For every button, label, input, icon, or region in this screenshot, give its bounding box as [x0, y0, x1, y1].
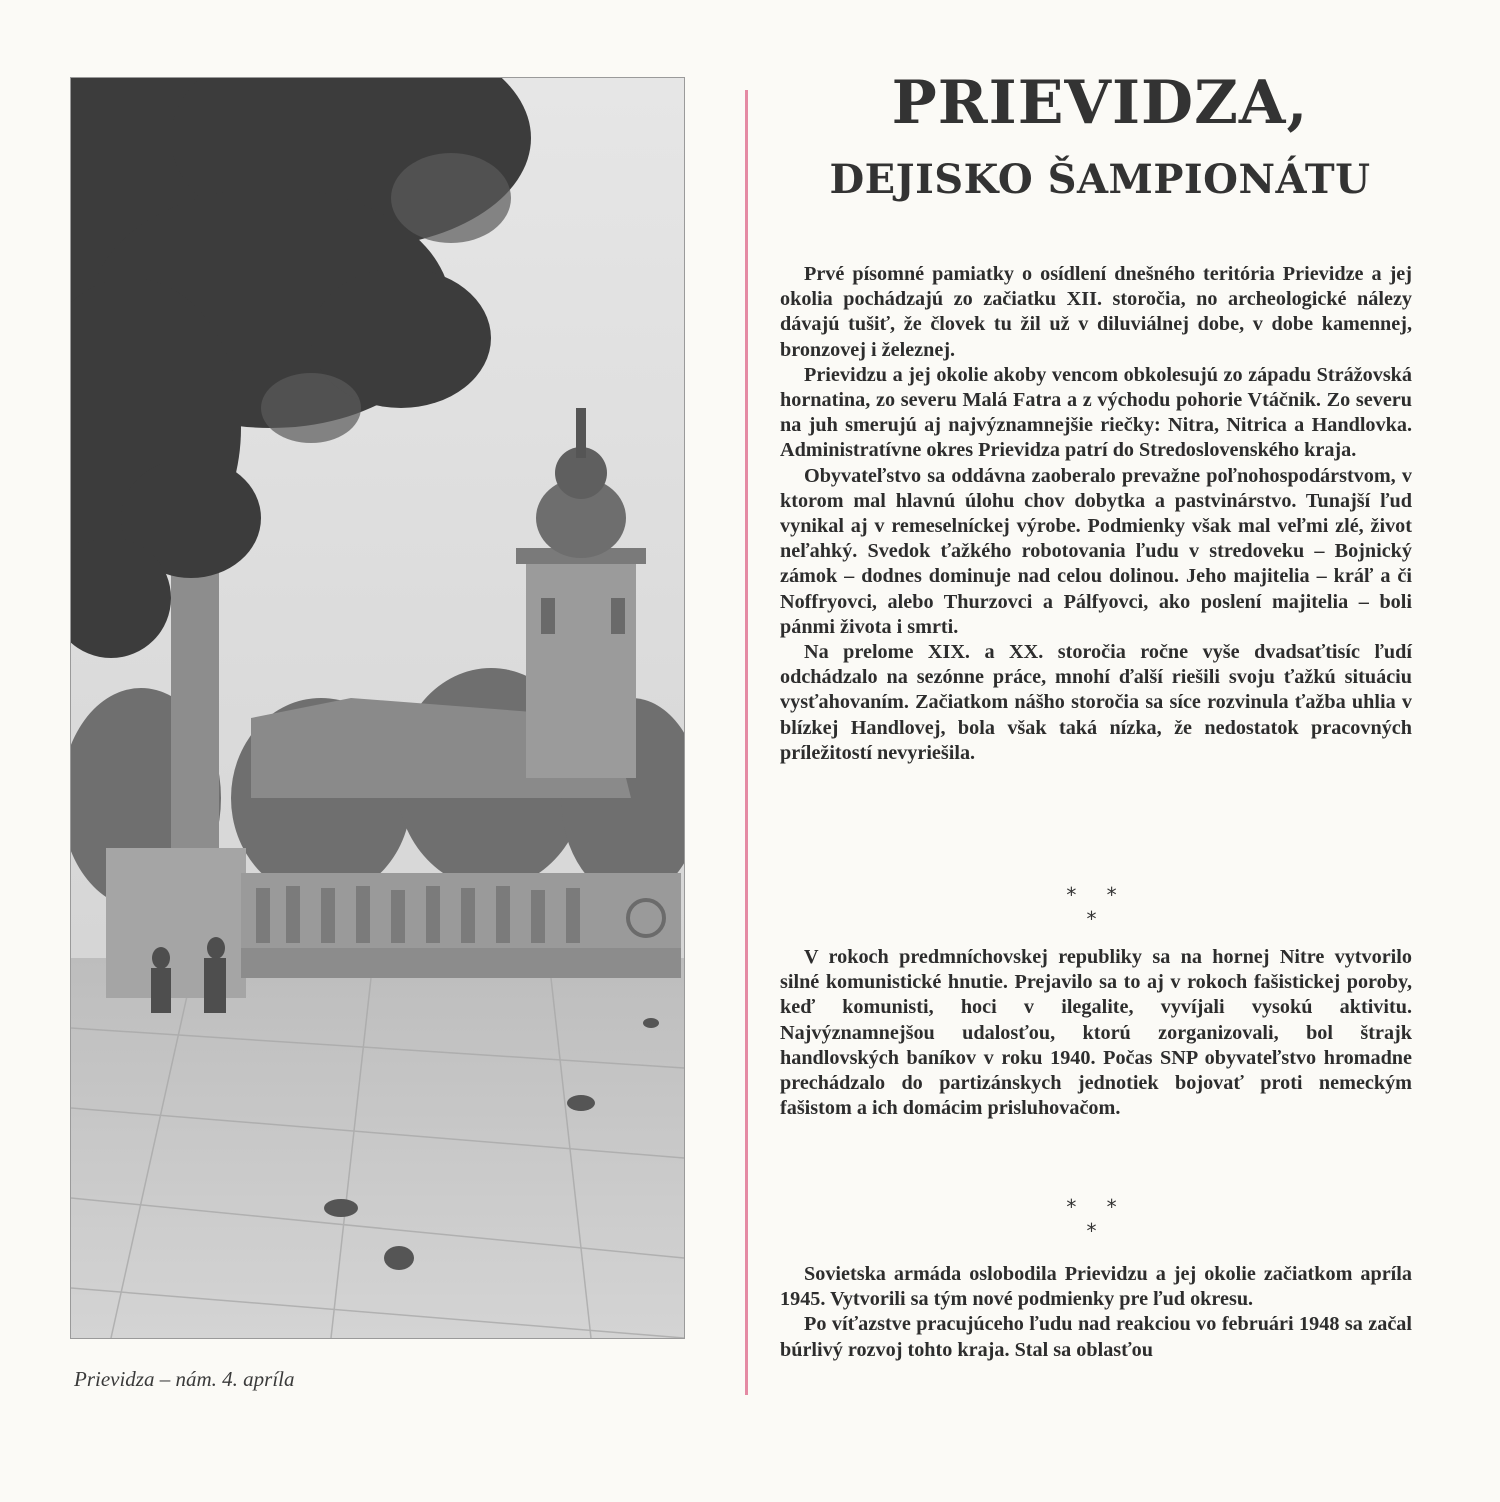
article-section-1 [780, 262, 1412, 766]
paragraph: V rokoch predmníchovskej republiky sa na hornej Nitre vytvorilo silné komunistické hnutie. Prejavilo sa to aj v rokoch fašistickej poroby, keď komunisti, hoci v ilegalite, vyvíjali vysokú aktivitu. Najvýznamnejšou udalosťou, ktorú zorganizovali, bol štrajk handlovských baníkov v roku 1940. Počas SNP obyvateľstvo hromadne prechádzalo do partizánskych jednotiek bojovať proti nemeckým fašistom a ich domácim prisluhovačom. [780, 946, 1412, 1120]
page-title: PRIEVIDZA, [891, 68, 1309, 138]
paragraph: Obyvateľstvo sa oddávna zaoberalo prevažne poľnohospodárstvom, v ktorom mal hlavnú úlohu chov dobytka a pastvinárstvo. Tunajší ľud vynikal aj v remeselníckej výrobe. Podmienky však mal veľmi zlé, život neľahký. Svedok ťažkého robotovania ľudu v stredoveku – Bojnický zámok – dodnes dominuje nad celou dolinou. Jeho majitelia – kráľ a či Noffryovci, alebo Thurzovci a Pálfyovci, ako poslení majitelia – boli pánmi života i smrti. [780, 464, 1412, 638]
article-section-3 [780, 1262, 1412, 1363]
paragraph: Sovietska armáda oslobodila Prievidzu a jej okolie začiatkom apríla 1945. Vytvorili sa tým nové podmienky pre ľud okresu. [780, 1263, 1412, 1311]
paragraph: Prvé písomné pamiatky o osídlení dnešného teritória Prievidze a jej okolia pochádzajú zo začiatku XII. storočia, no archeologické nálezy dávajú tušiť, že človek tu žil už v diluviálnej dobe, v dobe kamennej, bronzovej i železnej. [780, 263, 1412, 361]
photo-illustration [71, 78, 684, 1338]
town-square-photo [70, 77, 685, 1339]
column-divider [745, 90, 748, 1395]
paragraph: Prievidzu a jej okolie akoby vencom obkolesujú zo západu Strážovská hornatina, zo severu Malá Fatra a z východu pohorie Vtáčnik. Zo severu na juh smerujú aj najvýznamnejšie riečky: Nitra, Nitrica a Handlovka. Administratívne okres Prievidza patrí do Stredoslovenského kraja. [780, 363, 1412, 462]
section-separator: * * * [1066, 1195, 1129, 1243]
paragraph: Na prelome XIX. a XX. storočia ročne vyše dvadsaťtisíc ľudí odchádzalo na sezónne práce, mnohí ďalší riešili svoju ťažkú situáciu vysťahovaním. Začiatkom nášho storočia sa síce rozvinula ťažba uhlia v blízkej Handlovej, bola však taká nízka, že nedostatok pracovných príležitostí nevyriešila. [780, 641, 1412, 764]
photo-caption: Prievidza – nám. 4. apríla [74, 1367, 295, 1391]
section-separator: * * * [1066, 883, 1129, 931]
paragraph: Po víťazstve pracujúceho ľudu nad reakciou vo februári 1948 sa začal búrlivý rozvoj tohto kraja. Stal sa oblasťou [780, 1313, 1412, 1361]
article-section-2 [780, 945, 1412, 1121]
page-subtitle: DEJISKO ŠAMPIONÁTU [829, 156, 1371, 203]
